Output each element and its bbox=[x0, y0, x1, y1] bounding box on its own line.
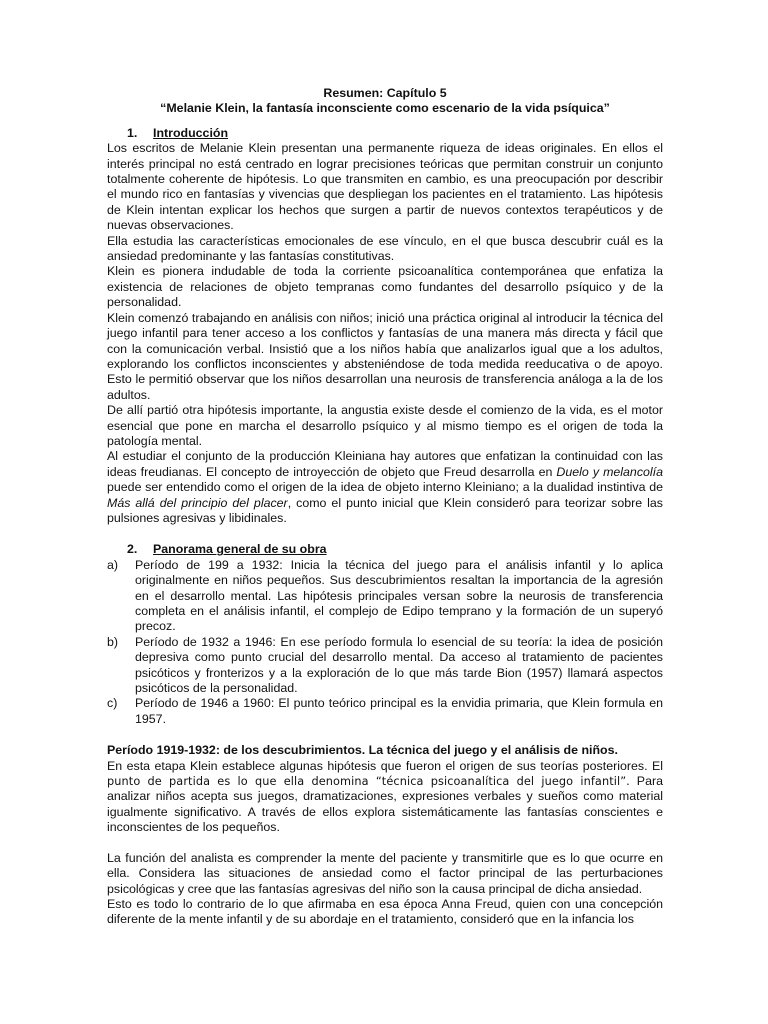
section-1-heading bbox=[107, 126, 663, 141]
list-text: Período de 1946 a 1960: El punto teórico principal es la envidia primaria, que Klein formula en 1957. bbox=[135, 696, 663, 726]
text-run: Al estudiar el conjunto de la producción Kleiniana hay autores que enfatizan la continuidad con las ideas freudianas. El concepto de introyección de objeto que Freud desarrolla en bbox=[107, 449, 663, 479]
paragraph bbox=[107, 759, 663, 836]
section-2-number: 2. bbox=[127, 542, 138, 557]
paragraph: Klein es pionera indudable de toda la corriente psicoanalítica contemporánea que enfatiza la existencia de relaciones de objeto tempranas como fundantes del desarrollo psíquico y de la personalidad. bbox=[107, 264, 663, 310]
section-2-heading bbox=[107, 542, 663, 557]
book-title: Más allá del principio del placer bbox=[107, 495, 288, 510]
period-heading: Período 1919-1932: de los descubrimientos. La técnica del juego y el análisis de niños. bbox=[107, 743, 618, 758]
text-run: En esta etapa Klein establece algunas hipótesis que fueron el origen de sus teorías posteriores. El bbox=[107, 758, 663, 773]
list-marker: c) bbox=[107, 696, 118, 711]
section-1-number: 1. bbox=[127, 125, 138, 140]
paragraph bbox=[107, 449, 663, 526]
paragraph: Esto es todo lo contrario de lo que afirmaba en esa época Anna Freud, quien con una concepción diferente de la mente infantil y de su abordaje en el tratamiento, consideró que en la infancia los bbox=[107, 896, 663, 927]
list-marker: a) bbox=[107, 557, 119, 572]
paragraph: Ella estudia las características emocionales de ese vínculo, en el que busca descubrir cuál es la ansiedad predominante y las fantasías constitutivas. bbox=[107, 233, 663, 264]
paragraph: De allí partió otra hipótesis importante, la angustia existe desde el comienzo de la vida, es el motor esencial que pone en marcha el desarrollo psíquico y al mismo tiempo es el origen de toda la patología mental. bbox=[107, 403, 663, 448]
text-run: , como el punto inicial que Klein consideró para teorizar sobre las pulsiones agresivas y libidinales. bbox=[107, 495, 664, 525]
text-run: Para analizar niños acepta sus juegos, dramatizaciones, expresiones verbales y sueños como material igualmente significativo. A través de ellos explora sistemáticamente las fantasías conscientes e inconscientes de los pequeños. bbox=[107, 774, 663, 835]
spacer bbox=[107, 836, 663, 851]
text-run: puede ser entendido como el origen de la idea de objeto interno Kleiniano; a la dualidad instintiva de bbox=[107, 480, 663, 495]
title-line-1: Resumen: Capítulo 5 bbox=[323, 86, 447, 100]
section-2-label: Panorama general de su obra bbox=[153, 542, 327, 557]
paragraph: La función del analista es comprender la mente del paciente y transmitirle que es lo que ocurre en ella. Considera las situaciones de ansiedad como el factor principal de las perturbaciones psicológicas y cree que las fantasías agresivas del niño son la causa principal de dicha ansiedad. bbox=[107, 850, 663, 896]
list-item bbox=[107, 558, 663, 635]
book-title: Duelo y melancolía bbox=[556, 464, 663, 479]
text-run: punto de partida es lo que ella denomina “técnica psicoanalítica del juego infantil”. bbox=[107, 775, 630, 789]
section-1-label: Introducción bbox=[153, 125, 229, 140]
title-line-2: “Melanie Klein, la fantasía inconsciente como escenario de la vida psíquica” bbox=[160, 101, 610, 116]
list-item bbox=[107, 696, 663, 727]
list-text: Período de 199 a 1932: Inicia la técnica del juego para el análisis infantil y lo aplica originalmente en niños pequeños. Sus descubrimientos resaltan la importancia de la agresión en el desarrollo mental. Las hipótesis principales versan sobre la neurosis de transferencia completa en el análisis infantil, el complejo de Edipo temprano y la formación de un superyó precoz. bbox=[135, 557, 663, 634]
list-item bbox=[107, 635, 663, 697]
paragraph: Los escritos de Melanie Klein presentan una permanente riqueza de ideas originales. En ellos el interés principal no está centrado en lograr precisiones teóricas que permitan construir un conjunto totalmente coherente de hipótesis. Lo que transmiten en cambio, es una preocupación por describir el mundo rico en fantasías y vivencias que despliegan los pacientes en el tratamiento. Las hipótesis de Klein intentan explicar los hechos que surgen a partir de nuevos contextos terapéuticos y de nuevas observaciones. bbox=[107, 141, 663, 233]
list-marker: b) bbox=[107, 634, 119, 649]
list-text: Período de 1932 a 1946: En ese período formula lo esencial de su teoría: la idea de posición depresiva como punto crucial del desarrollo mental. Da acceso al tratamiento de pacientes psicóticos y fronterizos y a la exploración de lo que más tarde Bion (1957) llamará aspectos psicóticos de la personalidad. bbox=[135, 634, 663, 696]
document-body bbox=[107, 86, 663, 928]
paragraph: Klein comenzó trabajando en análisis con niños; inició una práctica original al introducir la técnica del juego infantil para tener acceso a los conflictos y fantasías de una manera más directa y fácil que con la comunicación verbal. Insistió que a los niños había que analizarlos igual que a los adultos, explorando los conflictos inconscientes y absteniéndose de toda medida reeducativa o de apoyo. Esto le permitió observar que los niños desarrollan una neurosis de transferencia análoga a la de los adultos. bbox=[107, 310, 663, 402]
